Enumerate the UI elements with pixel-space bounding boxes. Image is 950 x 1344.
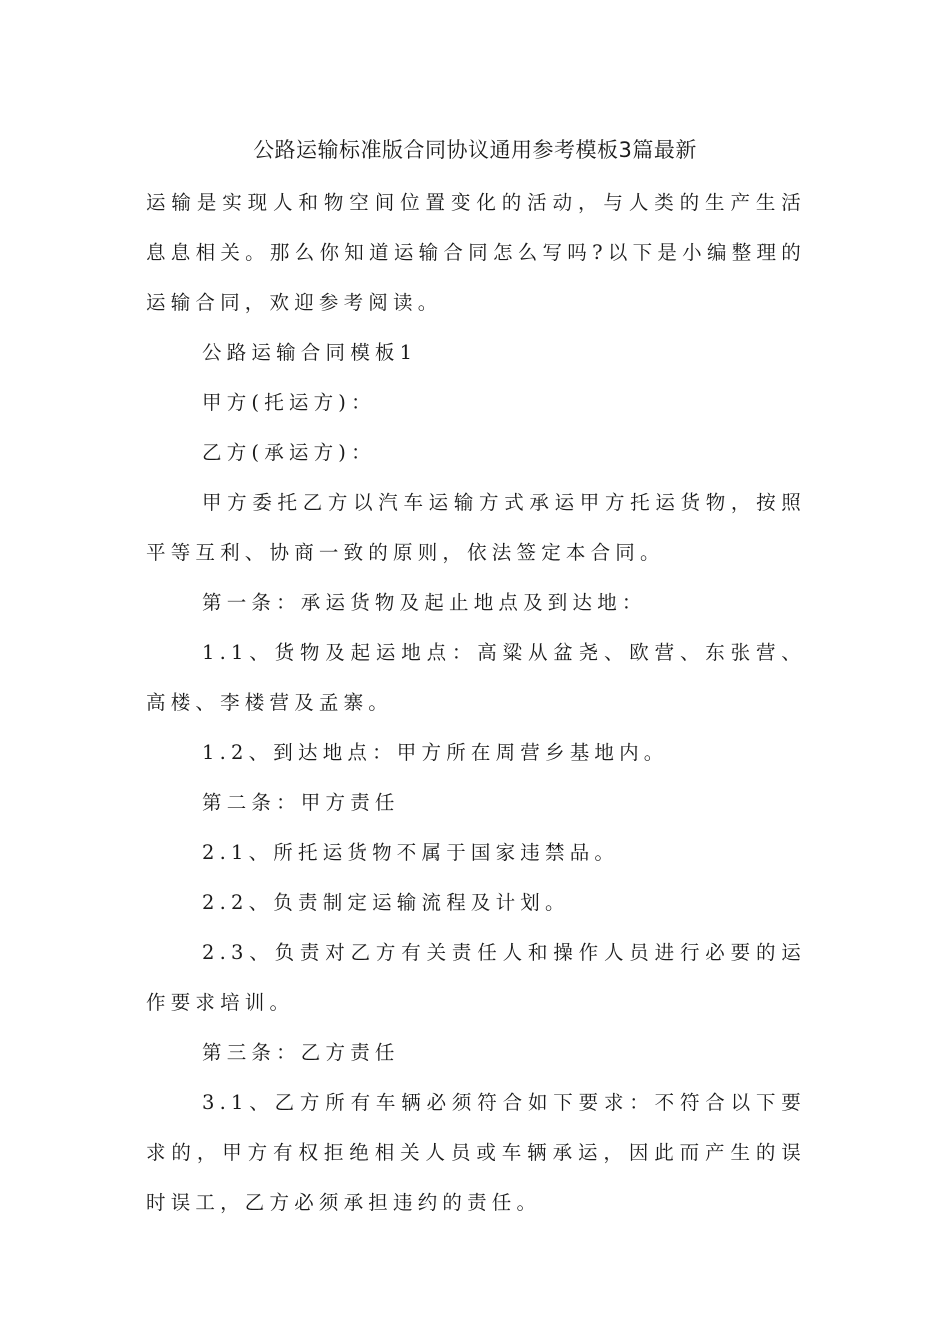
clause-1-1: 1.1、货物及起运地点：高粱从盆尧、欧营、东张营、高楼、李楼营及孟寨。 [146,641,806,714]
clause-1-2: 1.2、到达地点：甲方所在周营乡基地内。 [202,741,669,764]
clause-3-1: 3.1、乙方所有车辆必须符合如下要求：不符合以下要求的，甲方有权拒绝相关人员或车辆承运，因此而产生的误时误工，乙方必须承担违约的责任。 [146,1091,806,1214]
party-a-line: 甲方(托运方)： [202,391,376,414]
document-title: 公路运输标准版合同协议通用参考模板3篇最新 [253,138,697,162]
intro-paragraph: 运输是实现人和物空间位置变化的活动，与人类的生产生活息息相关。那么你知道运输合同怎么写吗?以下是小编整理的运输合同，欢迎参考阅读。 [146,191,806,314]
article-3-heading: 第三条：乙方责任 [202,1041,400,1064]
template-heading: 公路运输合同模板1 [202,341,418,364]
document-body [146,178,806,1228]
clause-2-1: 2.1、所托运货物不属于国家违禁品。 [202,841,620,864]
clause-2-2: 2.2、负责制定运输流程及计划。 [202,891,570,914]
article-1-heading: 第一条：承运货物及起止地点及到达地： [202,591,647,614]
clause-2-3: 2.3、负责对乙方有关责任人和操作人员进行必要的运作要求培训。 [146,941,806,1014]
contract-preamble: 甲方委托乙方以汽车运输方式承运甲方托运货物，按照平等互利、协商一致的原则，依法签定本合同。 [146,491,806,564]
party-b-line: 乙方(承运方)： [202,441,376,464]
article-2-heading: 第二条：甲方责任 [202,791,400,814]
